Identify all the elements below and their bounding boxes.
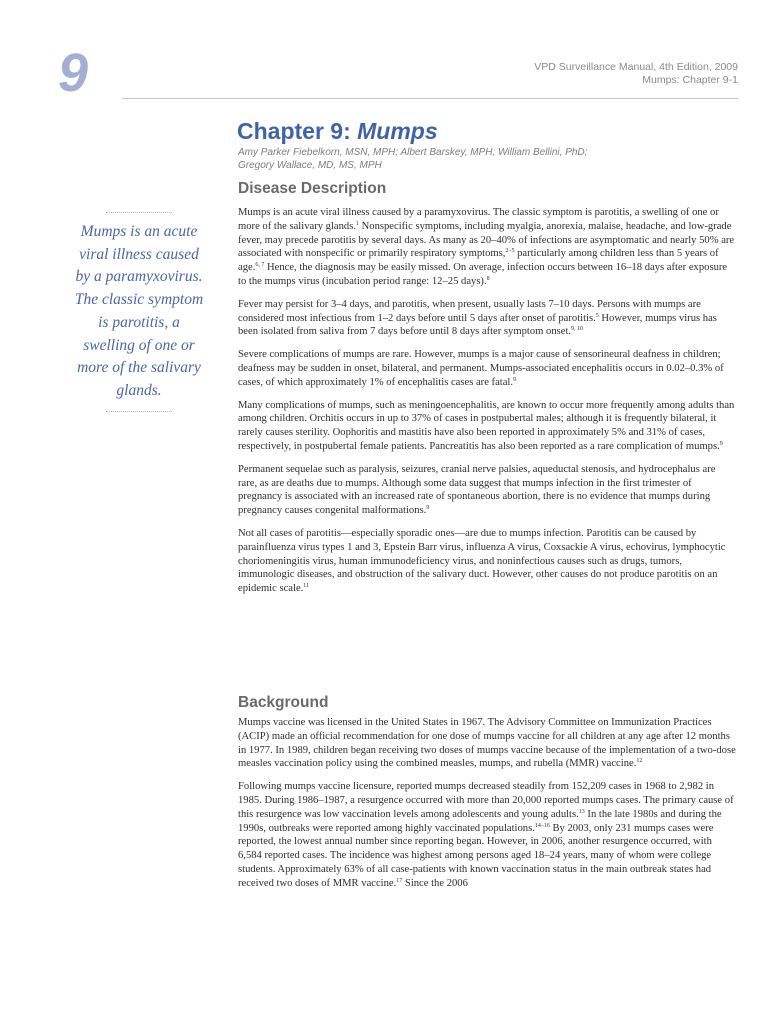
text-run: Hence, the diagnosis may be easily missed. On average, infection occurs between 16–18 days after exposure to the mumps virus (incubation period range: 12–25 days). bbox=[238, 262, 728, 287]
header-page-label: Mumps: Chapter 9-1 bbox=[642, 74, 738, 86]
pull-quote-text: Mumps is an acute viral illness caused by a paramyxovirus. The classic symptom is parotitis, a swelling of one or more of the salivary glands. bbox=[74, 223, 204, 399]
paragraph bbox=[238, 716, 736, 771]
pull-quote-top-rule bbox=[106, 212, 172, 213]
citation-reference: 9 bbox=[719, 440, 723, 447]
text-run: Fever may persist for 3–4 days, and parotitis, when present, usually lasts 7–10 days. Persons with mumps are considered most infectious from 1–2 days before until 5 days after onset of parotitis. bbox=[238, 298, 701, 324]
citation-reference: 11 bbox=[303, 583, 310, 590]
citation-reference: 1 bbox=[355, 220, 359, 227]
paragraph bbox=[238, 527, 736, 596]
citation-reference: 9, 10 bbox=[571, 326, 584, 333]
header-manual-title: VPD Surveillance Manual, 4th Edition, 2009 bbox=[534, 61, 738, 73]
citation-reference: 6, 7 bbox=[255, 262, 265, 269]
section-heading-background: Background bbox=[238, 694, 329, 711]
chapter-number: 9 bbox=[58, 43, 89, 103]
author-list bbox=[238, 147, 678, 172]
text-run: Many complications of mumps, such as meningoencephalitis, are known to occur more frequently among adults than among children. Orchitis occurs in up to 37% of cases in postpubertal males; although it is frequently bilateral, it rarely causes sterility. Oophoritis and mastitis have also been reported in approximately 5% and 31% of cases, respectively, in postpubertal female patients. Pancreatitis has also been reported as a rare complication of mumps. bbox=[238, 399, 735, 452]
paragraph bbox=[238, 298, 736, 339]
citation-reference: 12 bbox=[636, 758, 643, 765]
citation-reference: 17 bbox=[396, 877, 403, 884]
citation-reference: 2–5 bbox=[505, 248, 515, 255]
pull-quote-bottom-rule bbox=[106, 411, 172, 412]
paragraph bbox=[238, 348, 736, 389]
citation-reference: 8 bbox=[486, 275, 490, 282]
disease-description-body bbox=[238, 206, 736, 596]
citation-reference: 5 bbox=[595, 312, 599, 319]
text-run: However, mumps virus has been isolated from saliva from 7 days before until 8 days after symptom onset. bbox=[238, 312, 717, 338]
text-run: Mumps vaccine was licensed in the United States in 1967. The Advisory Committee on Immunization Practices (ACIP) made an official recommendation for one dose of mumps vaccine for all children at any age after 12 months in 1977. In 1989, children began receiving two doses of mumps vaccine because of the implementation of a two-dose measles vaccination policy using the combined measles, mumps, and rubella (MMR) vaccine. bbox=[238, 717, 736, 770]
text-run: Not all cases of parotitis—especially sporadic ones—are due to mumps infection. Parotitis can be caused by parainfluenza virus types 1 and 3, Epstein Barr virus, influenza A virus, Coxsackie A virus, echovirus, lymphocytic choriomeningitis virus, human immunodeficiency virus, and noninfectious causes such as drugs, tumors, immunologic diseases, and obstruction of the salivary duct. However, other causes do not produce parotitis on an epidemic scale. bbox=[238, 527, 726, 595]
paragraph bbox=[238, 780, 736, 890]
text-run: Nonspecific symptoms, including myalgia, anorexia, malaise, headache, and low-grade fever, may precede parotitis by several days. As many as 20–40% of infections are asymptomatic and nearly 50% are associated with nonspecific or primarily respiratory symptoms, bbox=[238, 220, 735, 260]
citation-reference: 14–16 bbox=[534, 822, 550, 829]
text-run: In the late 1980s and during the 1990s, outbreaks were reported among highly vaccinated populations. bbox=[238, 808, 722, 834]
text-run: Mumps is an acute viral illness caused by a paramyxovirus. The classic symptom is parotitis, a swelling of one or more of the salivary glands. bbox=[238, 207, 719, 232]
running-header bbox=[534, 61, 738, 87]
paragraph bbox=[238, 463, 736, 518]
header-divider bbox=[122, 98, 738, 99]
citation-reference: 9 bbox=[513, 376, 517, 383]
pull-quote bbox=[72, 212, 206, 412]
text-run: particularly among children less than 5 years of age. bbox=[238, 248, 719, 274]
citation-reference: 9 bbox=[426, 505, 430, 512]
text-run: Following mumps vaccine licensure, reported mumps decreased steadily from 152,209 cases in 1968 to 2,982 in 1985. During 1986–1987, a resurgence occurred with more than 20,000 reported mumps cases. The primary cause of this resurgence was low vaccination levels among adolescents and young adults. bbox=[238, 781, 734, 820]
paragraph bbox=[238, 206, 736, 289]
chapter-title-prefix: Chapter 9: bbox=[237, 118, 358, 144]
text-run: By 2003, only 231 mumps cases were reported, the lowest annual number since reporting began. However, in 2006, another resurgence occurred, with 6,584 reported cases. The incidence was highest among persons aged 18–24 years, many of whom were college students. Approximately 63% of all case-patients with known vaccination status in the main outbreak states had received two doses of MMR vaccine. bbox=[238, 822, 714, 889]
citation-reference: 13 bbox=[578, 808, 585, 815]
text-run: Permanent sequelae such as paralysis, seizures, cranial nerve palsies, aqueductal stenosis, and hydrocephalus are rare, as are deaths due to mumps. Although some data suggest that mumps infection in the first trimester of pregnancy is associated with an increased rate of spontaneous abortion, there is no evidence that mumps during pregnancy causes congenital malformations. bbox=[238, 463, 716, 517]
section-heading-disease-description: Disease Description bbox=[238, 180, 387, 197]
chapter-title-name: Mumps bbox=[357, 118, 438, 144]
text-run: Severe complications of mumps are rare. However, mumps is a major cause of sensorineural deafness in children; deafness may be sudden in onset, bilateral, and permanent. Mumps-associated encephalitis occurs in 0.02–0.3% of cases, of which approximately 1% of encephalitis cases are fatal. bbox=[238, 349, 724, 388]
paragraph bbox=[238, 399, 736, 454]
author-line-2: Gregory Wallace, MD, MS, MPH bbox=[238, 159, 382, 171]
chapter-title bbox=[237, 118, 438, 145]
author-line-1: Amy Parker Fiebelkorn, MSN, MPH; Albert Barskey, MPH; William Bellini, PhD; bbox=[238, 147, 588, 158]
text-run: Since the 2006 bbox=[402, 877, 468, 889]
background-body bbox=[238, 716, 736, 891]
